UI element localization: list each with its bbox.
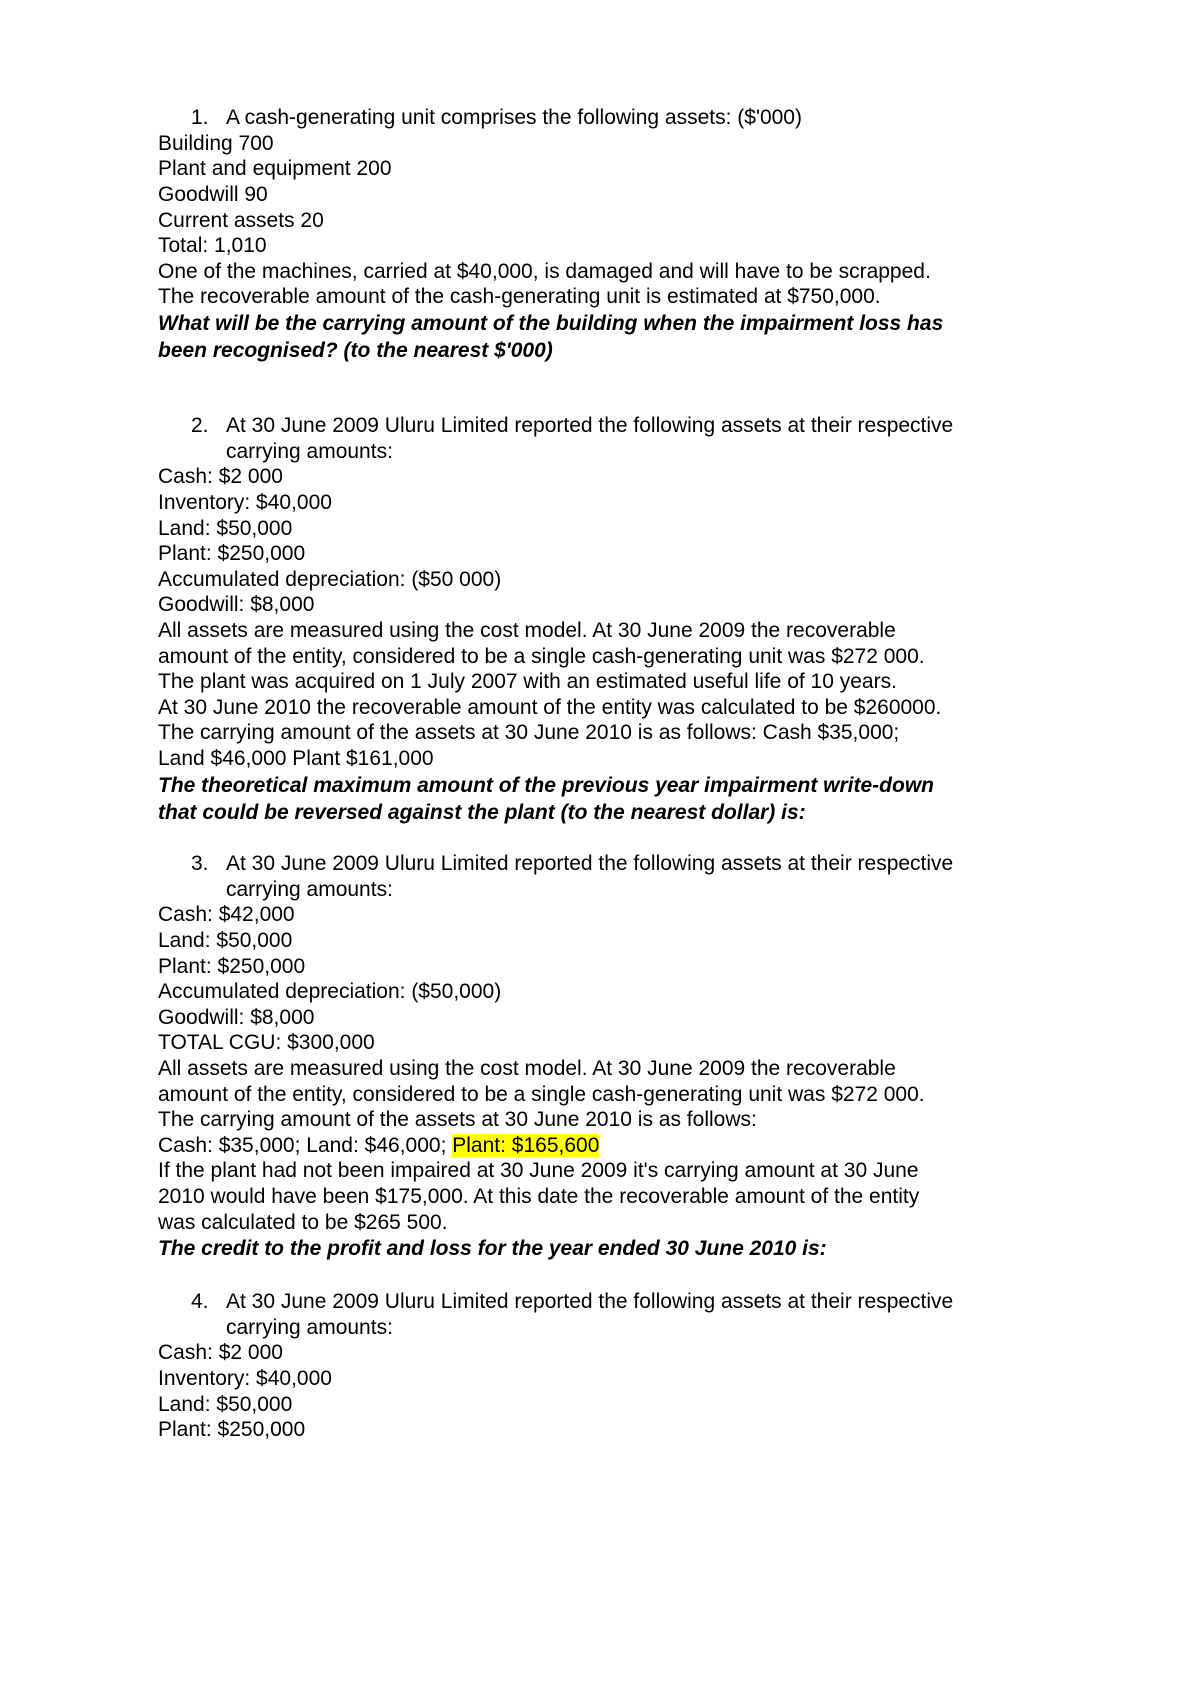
question-intro-line [0,1289,1200,1315]
asset-line: Accumulated depreciation: ($50 000) [158,567,502,591]
question-prompt-line: been recognised? (to the nearest $'000) [158,338,553,362]
asset-line: Land: $50,000 [158,928,293,952]
question-intro-line [0,851,1200,877]
question-1 [0,105,1200,364]
body-text-line: The carrying amount of the assets at 30 June 2010 is as follows: Cash $35,000; [158,721,900,745]
question-intro-line [0,105,1200,131]
body-text-line: Land $46,000 Plant $161,000 [158,746,434,770]
question-intro-line [0,413,1200,439]
body-text-line: All assets are measured using the cost model. At 30 June 2009 the recoverable [158,618,896,642]
carrying-amounts-text: Cash: $35,000; Land: $46,000; [158,1133,453,1157]
body-text-line: All assets are measured using the cost model. At 30 June 2009 the recoverable [158,1056,896,1080]
highlighted-plant-amount: Plant: $165,600 [452,1133,600,1157]
question-2 [0,413,1200,825]
body-text-line: One of the machines, carried at $40,000, is damaged and will have to be scrapped. [158,259,931,283]
carrying-amounts-line [0,1133,1200,1159]
asset-line: Cash: $42,000 [158,903,295,927]
question-3 [0,851,1200,1262]
body-text-line: The plant was acquired on 1 July 2007 with an estimated useful life of 10 years. [158,670,897,694]
total-line: TOTAL CGU: $300,000 [158,1031,375,1055]
body-text-line: The recoverable amount of the cash-generating unit is estimated at $750,000. [158,285,881,309]
body-text-line: If the plant had not been impaired at 30 June 2009 it's carrying amount at 30 June [158,1159,919,1183]
body-text-line: was calculated to be $265 500. [158,1210,448,1234]
asset-line: Goodwill 90 [158,182,268,206]
asset-line: Goodwill: $8,000 [158,1005,315,1029]
asset-line: Goodwill: $8,000 [158,593,315,617]
asset-line: Land: $50,000 [158,516,293,540]
asset-line: Inventory: $40,000 [158,490,332,514]
asset-line: Land: $50,000 [158,1392,293,1416]
asset-line: Building 700 [158,131,274,155]
question-prompt-line: that could be reversed against the plant (to the nearest dollar) is: [158,800,806,824]
question-number: 3. [191,852,209,876]
body-text-line: 2010 would have been $175,000. At this date the recoverable amount of the entity [158,1184,920,1208]
question-intro-text: At 30 June 2009 Uluru Limited reported the following assets at their respective [226,1290,954,1314]
question-intro-line: carrying amounts: [226,877,393,901]
body-text-line: amount of the entity, considered to be a single cash-generating unit was $272 000. [158,1082,925,1106]
question-intro-text: At 30 June 2009 Uluru Limited reported the following assets at their respective [226,852,954,876]
question-4 [0,1289,1200,1443]
asset-line: Current assets 20 [158,208,324,232]
asset-line: Plant: $250,000 [158,1418,306,1442]
body-text-line: The carrying amount of the assets at 30 June 2010 is as follows: [158,1108,757,1132]
asset-line: Accumulated depreciation: ($50,000) [158,980,502,1004]
question-prompt-line: The credit to the profit and loss for the year ended 30 June 2010 is: [158,1237,827,1261]
asset-line: Cash: $2 000 [158,465,283,489]
question-intro-line: carrying amounts: [226,1315,393,1339]
asset-line: Plant and equipment 200 [158,157,392,181]
body-text-line: At 30 June 2010 the recoverable amount of the entity was calculated to be $260000. [158,695,942,719]
body-text-line: amount of the entity, considered to be a single cash-generating unit was $272 000. [158,644,925,668]
question-intro-text: A cash-generating unit comprises the following assets: ($'000) [226,106,802,130]
question-number: 1. [191,106,209,130]
asset-line: Cash: $2 000 [158,1341,283,1365]
question-number: 4. [191,1290,209,1314]
question-prompt-line: What will be the carrying amount of the building when the impairment loss has [158,311,944,335]
asset-line: Plant: $250,000 [158,954,306,978]
total-line: Total: 1,010 [158,234,267,258]
question-prompt-line: The theoretical maximum amount of the previous year impairment write-down [158,773,934,797]
asset-line: Plant: $250,000 [158,542,306,566]
question-intro-text: At 30 June 2009 Uluru Limited reported the following assets at their respective [226,414,954,438]
question-number: 2. [191,414,209,438]
asset-line: Inventory: $40,000 [158,1366,332,1390]
question-intro-line: carrying amounts: [226,439,393,463]
